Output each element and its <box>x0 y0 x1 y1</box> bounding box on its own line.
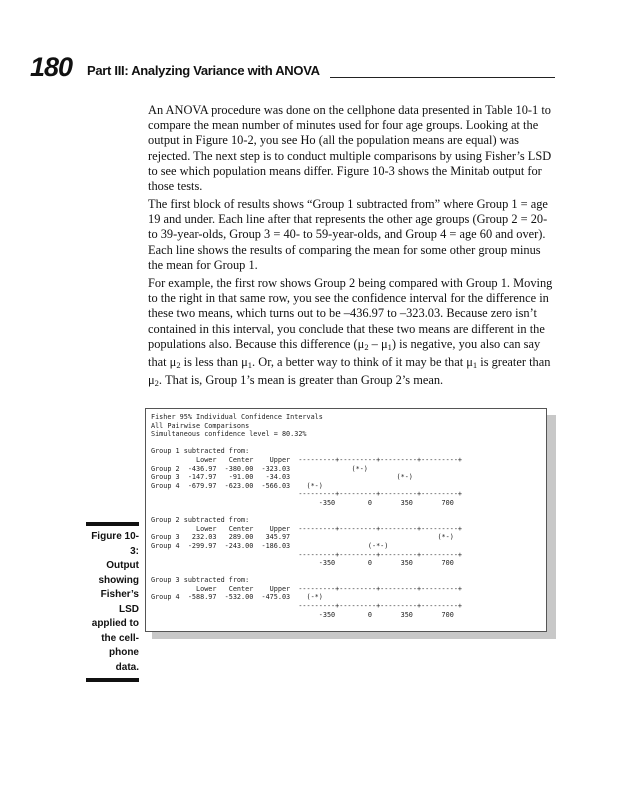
figure-number: Figure 10-3: <box>91 531 139 557</box>
p3-text-part: is greater than μ <box>148 355 551 388</box>
p3-text-part: . Or, a better way to think of it may be that μ <box>252 355 473 370</box>
minitab-output-box <box>145 408 547 632</box>
running-header <box>30 52 555 82</box>
subscript: 1 <box>472 360 478 371</box>
subscript: 2 <box>154 378 159 389</box>
paragraph-1-text: An ANOVA procedure was done on the cellphone data presented in Table 10-1 to compare the mean number of minutes used for four age groups. Looking at the output in Figure 10-2, you see Ho (all the population means are equal) was rejected. The next step is to conduct multiple comparisons by using Fisher’s LSD to see which population means differ. Figure 10-3 shows the Minitab output for those tests. <box>148 103 552 194</box>
paragraph-anova-intro <box>148 103 554 194</box>
p3-text-part: – μ <box>368 336 388 351</box>
p3-text-part: ) is negative, you also can say that μ <box>148 336 541 370</box>
subscript: 2 <box>364 341 369 352</box>
paragraph-3-text <box>148 276 554 391</box>
figure-caption <box>86 522 139 682</box>
p3-text-part: . That is, Group 1’s mean is greater than Group 2’s mean. <box>158 373 444 388</box>
header-rule <box>330 77 555 78</box>
paragraph-2-text: The first block of results shows “Group 1 subtracted from” where Group 1 = age 19 and under. Each line after that represents the other age groups (Group 2 = 20- to 39-year-olds, Group 3 = 40- to 59-year-olds, and Group 4 = age 60 and over). Each line shows the results of comparing the mean for some other group minus the mean for Group 1. <box>148 197 548 272</box>
figure-caption-text: Output showing Fisher’s LSD applied to the cell-phone data. <box>91 560 139 673</box>
p3-text-part: is less than μ <box>180 355 248 370</box>
paragraph-example <box>148 276 554 391</box>
minitab-output-text: Fisher 95% Individual Confidence Intervals All Pairwise Comparisons Simultaneous confidence level = 80.32% Group 1 subtracted from: Lower Center Upper ---------+---------+---------+---------+ Group 2 -436.97 -380.00 -323.03 (*-) Group 3 -147.97 -91.00 -34.03 (*-) Group 4 -679.97 -623.00 -566.03 (*-) ---------+---------+---------+---------+ -350 0 350 700 Group 2 subtracted from: Lower Center Upper ---------+---------+---------+---------+ Group 3 232.03 289.00 345.97 (*-) Group 4 -299.97 -243.00 -186.03 (-*-) ---------+---------+---------+---------+ -350 0 350 700 Group 3 subtracted from: Lower Center Upper ---------+---------+---------+---------+ Group 4 -588.97 -532.00 -475.03 (-*) ---------+---------+---------+---------+ -350 0 350 700 <box>151 413 462 619</box>
caption-rule-top <box>86 522 139 526</box>
subscript: 1 <box>247 360 253 371</box>
subscript: 1 <box>387 341 392 352</box>
part-title: Part III: Analyzing Variance with ANOVA <box>87 63 320 78</box>
paragraph-first-block <box>148 197 554 273</box>
caption-rule-bottom <box>86 678 139 682</box>
p3-text-part: For example, the first row shows Group 2 being compared with Group 1. Moving to the right in that same row, you see the confidence interval for the difference in these two means, which turns out to be –436.97 to –323.03. Because zero isn’t contained in this interval, you conclude that these two means are different in the populations also. Because this difference (μ <box>148 276 553 351</box>
page-number: 180 <box>30 52 73 82</box>
subscript: 2 <box>176 360 181 371</box>
